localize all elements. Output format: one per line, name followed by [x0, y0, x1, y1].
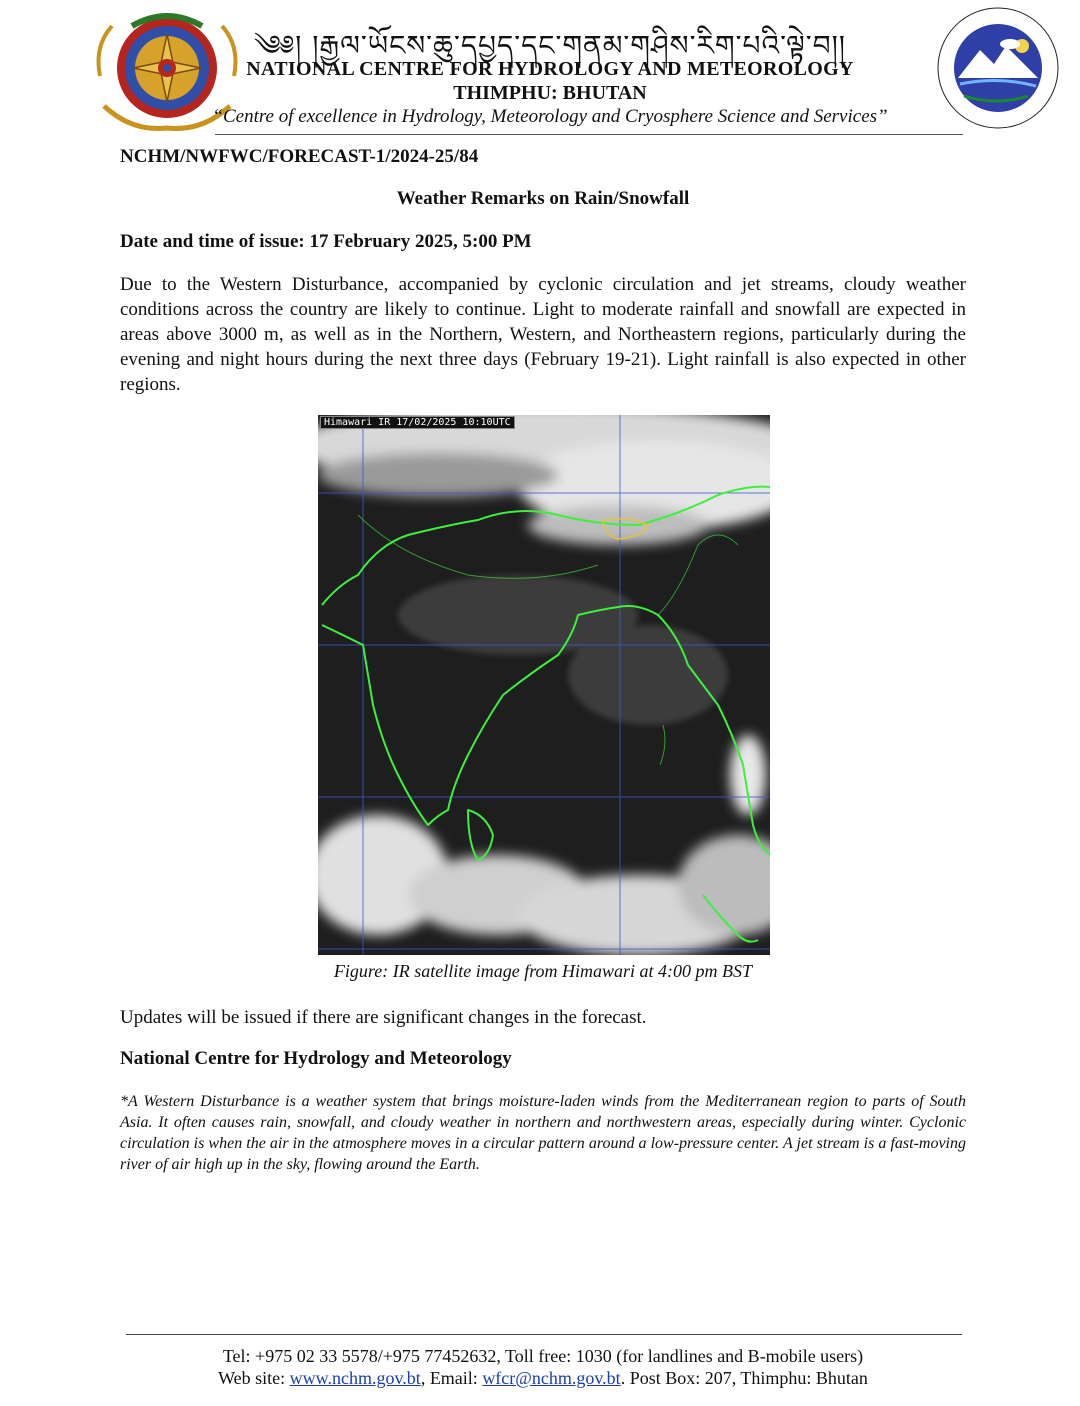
updates-note: Updates will be issued if there are significant changes in the forecast.: [120, 1007, 647, 1028]
contact-line: Tel: +975 02 33 5578/+975 77452632, Toll free: 1030 (for landlines and B-mobile users): [222, 1346, 864, 1366]
footer-divider: [126, 1334, 962, 1335]
reference-number: NCHM/NWFWC/FORECAST-1/2024-25/84: [120, 146, 479, 167]
post-box: . Post Box: 207, Thimphu: Bhutan: [620, 1368, 868, 1388]
header-divider: [215, 134, 963, 135]
issue-date-time: Date and time of issue: 17 February 2025, 5:00 PM: [120, 231, 532, 252]
website-link[interactable]: www.nchm.gov.bt: [289, 1368, 421, 1388]
organization-name: NATIONAL CENTRE FOR HYDROLOGY AND METEOROLOGY: [246, 58, 854, 80]
organization-motto: “Centre of excellence in Hydrology, Meteorology and Cryosphere Science and Services”: [212, 106, 888, 127]
forecast-paragraph: Due to the Western Disturbance, accompanied by cyclonic circulation and jet streams, cloudy weather conditions across the country are likely to continue. Light to moderate rainfall and snowfall are expected in areas above 3000 m, as well as in the Northern, Western, and Northeastern regions, particularly during the evening and night hours during the next three days (February 19-21). Light rainfall is also expected in other regions.: [120, 274, 966, 395]
email-prefix: , Email:: [420, 1368, 483, 1388]
website-prefix: Web site:: [218, 1368, 290, 1388]
document-title: Weather Remarks on Rain/Snowfall: [396, 188, 690, 209]
signature-organization: National Centre for Hydrology and Meteorology: [120, 1048, 512, 1069]
web-email-line: [120, 1368, 966, 1389]
email-link[interactable]: wfcr@nchm.gov.bt: [482, 1368, 621, 1388]
satellite-map-graphic: [318, 415, 770, 955]
satellite-timestamp-label: Himawari IR 17/02/2025 10:10UTC: [320, 416, 515, 429]
definitions-footnote: *A Western Disturbance is a weather system that brings moisture-laden winds from the Mediterranean region to parts of South Asia. It often causes rain, snowfall, and cloudy weather in northern and northwestern areas, especially during winter. Cyclonic circulation is when the air in the atmosphere moves in a circular pattern around a low-pressure center. A jet stream is a fast-moving river of air high up in the sky, flowing around the Earth.: [120, 1093, 966, 1173]
satellite-image: [318, 415, 770, 955]
figure-caption: Figure: IR satellite image from Himawari at 4:00 pm BST: [333, 961, 753, 981]
dzongkha-title: ༄༅། །རྒྱལ་ཡོངས་ཆུ་དཔྱད་དང་གནམ་གཤིས་རིག་པའི་ལྟེ་བ།།: [253, 29, 847, 62]
organization-location: THIMPHU: BHUTAN: [453, 82, 647, 104]
nchm-logo-icon: [936, 6, 1060, 130]
